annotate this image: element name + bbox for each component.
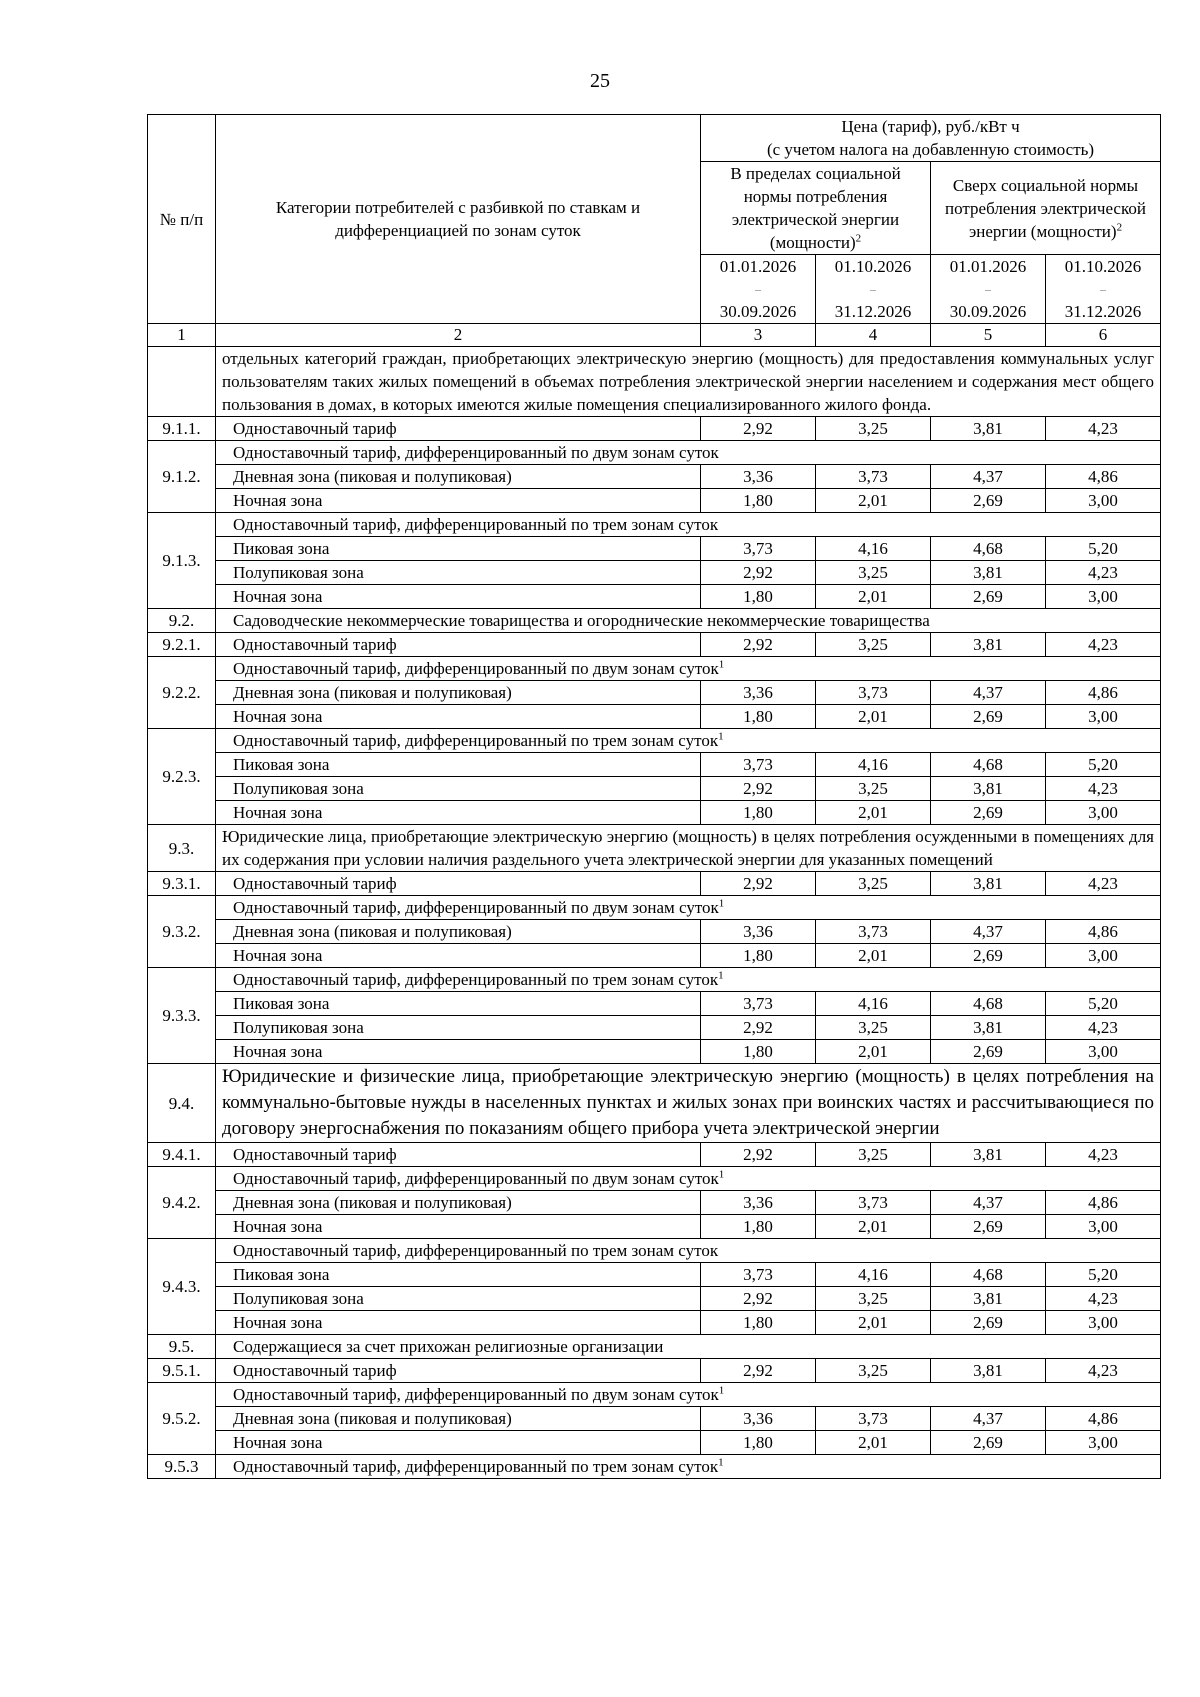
tariff-value: 3,00 [1046, 1215, 1161, 1239]
row-number: 9.2. [148, 609, 216, 633]
tariff-value: 4,37 [931, 465, 1046, 489]
tariff-value: 4,23 [1046, 561, 1161, 585]
row-number: 9.5.2. [148, 1383, 216, 1455]
tariff-value: 3,00 [1046, 705, 1161, 729]
tariff-group-title: Садоводческие некоммерческие товарищества и огороднические некоммерческие товарищества [216, 609, 1161, 633]
table-row [148, 561, 1161, 585]
tariff-label: Одноставочный тариф [216, 872, 701, 896]
zone-label: Полупиковая зона [216, 561, 701, 585]
tariff-value: 4,23 [1046, 633, 1161, 657]
tariff-value: 4,68 [931, 537, 1046, 561]
table-row [148, 1431, 1161, 1455]
tariff-value: 4,23 [1046, 1143, 1161, 1167]
tariff-value: 1,80 [701, 944, 816, 968]
category-description: Юридические лица, приобретающие электрическую энергию (мощность) в целях потребления осужденными в помещениях для их содержания при условии наличия раздельного учета электрической энергии для указанных помещений [216, 825, 1161, 872]
table-row [148, 1191, 1161, 1215]
tariff-value: 3,81 [931, 1287, 1046, 1311]
tariff-group-title: Одноставочный тариф, дифференцированный по трем зонам суток [216, 1239, 1161, 1263]
row-number: 9.4.2. [148, 1167, 216, 1239]
footnote-mark: 2 [1116, 220, 1123, 233]
tariff-group-title: Содержащиеся за счет прихожан религиозные организации [216, 1335, 1161, 1359]
table-row [148, 1311, 1161, 1335]
table-row [148, 1143, 1161, 1167]
row-number: 9.2.3. [148, 729, 216, 825]
zone-label: Ночная зона [216, 944, 701, 968]
zone-label: Ночная зона [216, 489, 701, 513]
table-row [148, 944, 1161, 968]
tariff-value: 3,25 [816, 777, 931, 801]
tariff-group-title: Одноставочный тариф, дифференцированный по двум зонам суток$^1$ [216, 657, 1161, 681]
table-row [148, 489, 1161, 513]
tariff-value: 3,00 [1046, 944, 1161, 968]
header-price-title [701, 115, 1161, 162]
footnote-mark: 1 [718, 969, 724, 982]
zone-label: Ночная зона [216, 1431, 701, 1455]
footnote-mark: 1 [718, 1384, 725, 1397]
zone-label: Полупиковая зона [216, 777, 701, 801]
price-title-line1: Цена (тариф), руб./кВт ч [841, 117, 1020, 136]
tariff-value: 4,23 [1046, 417, 1161, 441]
tariff-value: 3,73 [701, 537, 816, 561]
tariff-value: 3,36 [701, 1407, 816, 1431]
tariff-value: 4,37 [931, 1407, 1046, 1431]
zone-label: Дневная зона (пиковая и полупиковая) [216, 920, 701, 944]
tariff-value: 3,36 [701, 681, 816, 705]
row-number: 9.5. [148, 1335, 216, 1359]
table-row [148, 633, 1161, 657]
tariff-value: 4,23 [1046, 777, 1161, 801]
tariff-value: 4,68 [931, 1263, 1046, 1287]
row-number: 9.4.1. [148, 1143, 216, 1167]
page-number: 25 [590, 70, 610, 92]
table-row [148, 896, 1161, 920]
tariff-value: 3,25 [816, 1359, 931, 1383]
footnote-mark: 1 [718, 1168, 725, 1181]
tariff-value: 3,25 [816, 1143, 931, 1167]
zone-label: Дневная зона (пиковая и полупиковая) [216, 1191, 701, 1215]
column-number: 6 [1046, 324, 1161, 347]
table-row [148, 347, 1161, 417]
table-row [148, 1040, 1161, 1064]
category-description: отдельных категорий граждан, приобретающих электрическую энергию (мощность) для предоставления коммунальных услуг пользователям таких жилых помещений в объемах потребления электрической энергии населением и содержания мест общего пользования в домах, в которых имеются жилые помещения специализированного жилого фонда. [216, 347, 1161, 417]
zone-label: Пиковая зона [216, 1263, 701, 1287]
tariff-value: 2,92 [701, 1359, 816, 1383]
zone-label: Ночная зона [216, 585, 701, 609]
table-row [148, 1016, 1161, 1040]
tariff-value: 1,80 [701, 1431, 816, 1455]
tariff-value: 4,37 [931, 920, 1046, 944]
table-row [148, 1359, 1161, 1383]
tariff-value: 4,86 [1046, 1407, 1161, 1431]
period-1-within: 01.01.2026 – 30.09.2026 [701, 255, 816, 324]
tariff-value: 4,23 [1046, 872, 1161, 896]
column-number: 4 [816, 324, 931, 347]
table-row [148, 705, 1161, 729]
zone-label: Дневная зона (пиковая и полупиковая) [216, 1407, 701, 1431]
tariff-value: 3,73 [701, 753, 816, 777]
table-row [148, 753, 1161, 777]
tariff-value: 2,69 [931, 489, 1046, 513]
tariff-value: 2,69 [931, 801, 1046, 825]
period-2-above: 01.10.2026 – 31.12.2026 [1046, 255, 1161, 324]
tariff-value: 1,80 [701, 1040, 816, 1064]
column-number: 5 [931, 324, 1046, 347]
tariff-value: 2,92 [701, 872, 816, 896]
tariff-value: 3,25 [816, 561, 931, 585]
row-number: 9.5.1. [148, 1359, 216, 1383]
tariff-value: 3,81 [931, 633, 1046, 657]
row-number: 9.3.1. [148, 872, 216, 896]
tariff-value: 2,01 [816, 585, 931, 609]
tariff-value: 3,81 [931, 1143, 1046, 1167]
tariff-value: 1,80 [701, 1215, 816, 1239]
tariff-value: 5,20 [1046, 1263, 1161, 1287]
footnote-mark: 1 [718, 658, 725, 671]
tariff-group-title: Одноставочный тариф, дифференцированный по двум зонам суток$^1$ [216, 1383, 1161, 1407]
tariff-value: 2,01 [816, 1040, 931, 1064]
tariff-value: 2,01 [816, 705, 931, 729]
footnote-mark: 1 [718, 897, 725, 910]
tariff-value: 2,92 [701, 1287, 816, 1311]
tariff-value: 2,01 [816, 489, 931, 513]
tariff-value: 3,81 [931, 561, 1046, 585]
table-row [148, 537, 1161, 561]
tariff-value: 3,73 [816, 681, 931, 705]
table-row [148, 609, 1161, 633]
tariff-value: 4,86 [1046, 465, 1161, 489]
table-row [148, 657, 1161, 681]
table-row [148, 513, 1161, 537]
tariff-value: 1,80 [701, 801, 816, 825]
tariff-value: 4,37 [931, 681, 1046, 705]
tariff-value: 2,01 [816, 1311, 931, 1335]
tariff-value: 2,01 [816, 1215, 931, 1239]
tariff-value: 2,69 [931, 585, 1046, 609]
tariff-value: 3,25 [816, 1016, 931, 1040]
tariff-group-title: Одноставочный тариф, дифференцированный по трем зонам суток [216, 513, 1161, 537]
footnote-mark: 1 [718, 730, 724, 743]
row-number: 9.2.1. [148, 633, 216, 657]
zone-label: Ночная зона [216, 1040, 701, 1064]
table-row [148, 1064, 1161, 1143]
row-number: 9.1.1. [148, 417, 216, 441]
header-col-num: № п/п [148, 115, 216, 324]
tariff-value: 3,73 [816, 1407, 931, 1431]
table-row [148, 681, 1161, 705]
tariff-value: 2,01 [816, 944, 931, 968]
tariff-value: 4,23 [1046, 1359, 1161, 1383]
table-row [148, 417, 1161, 441]
tariff-group-title: Одноставочный тариф, дифференцированный по трем зонам суток$^1$ [216, 729, 1161, 753]
table-row [148, 992, 1161, 1016]
zone-label: Пиковая зона [216, 753, 701, 777]
tariff-value: 3,81 [931, 1359, 1046, 1383]
tariff-label: Одноставочный тариф [216, 633, 701, 657]
table-row [148, 1407, 1161, 1431]
tariff-value: 2,01 [816, 801, 931, 825]
tariff-value: 2,69 [931, 1311, 1046, 1335]
tariff-value: 3,00 [1046, 1040, 1161, 1064]
tariff-value: 3,00 [1046, 585, 1161, 609]
row-number: 9.5.3 [148, 1455, 216, 1479]
tariff-value: 4,23 [1046, 1016, 1161, 1040]
price-title-line2: (с учетом налога на добавленную стоимость) [766, 140, 1095, 159]
row-number: 9.2.2. [148, 657, 216, 729]
table-row [148, 465, 1161, 489]
tariff-value: 3,00 [1046, 1311, 1161, 1335]
tariff-value: 4,86 [1046, 681, 1161, 705]
tariff-value: 4,86 [1046, 1191, 1161, 1215]
row-number: 9.3. [148, 825, 216, 872]
zone-label: Дневная зона (пиковая и полупиковая) [216, 465, 701, 489]
tariff-value: 3,00 [1046, 1431, 1161, 1455]
tariff-value: 2,69 [931, 1215, 1046, 1239]
tariff-group-title: Одноставочный тариф, дифференцированный по двум зонам суток$^1$ [216, 896, 1161, 920]
header-within-norm: В пределах социальной нормы потребления электрической энергии (мощности)$^2$ [701, 162, 931, 255]
zone-label: Дневная зона (пиковая и полупиковая) [216, 681, 701, 705]
tariff-value: 3,81 [931, 777, 1046, 801]
tariff-value: 4,16 [816, 1263, 931, 1287]
tariff-label: Одноставочный тариф [216, 1359, 701, 1383]
tariff-group-title: Одноставочный тариф, дифференцированный по трем зонам суток$^1$ [216, 1455, 1161, 1479]
table-row [148, 1335, 1161, 1359]
tariff-value: 1,80 [701, 705, 816, 729]
table-row [148, 585, 1161, 609]
zone-label: Полупиковая зона [216, 1016, 701, 1040]
tariff-group-title: Одноставочный тариф, дифференцированный по двум зонам суток [216, 441, 1161, 465]
tariff-value: 3,73 [816, 920, 931, 944]
period-1-above: 01.01.2026 – 30.09.2026 [931, 255, 1046, 324]
tariff-value: 2,92 [701, 1143, 816, 1167]
tariff-group-title: Одноставочный тариф, дифференцированный по двум зонам суток$^1$ [216, 1167, 1161, 1191]
tariff-label: Одноставочный тариф [216, 1143, 701, 1167]
table-row [148, 920, 1161, 944]
row-number: 9.4. [148, 1064, 216, 1143]
column-number: 3 [701, 324, 816, 347]
table-row [148, 1287, 1161, 1311]
row-number: 9.1.2. [148, 441, 216, 513]
tariff-value: 1,80 [701, 1311, 816, 1335]
tariff-table [147, 114, 1161, 1479]
period-2-within: 01.10.2026 – 31.12.2026 [816, 255, 931, 324]
tariff-value: 3,36 [701, 465, 816, 489]
table-row [148, 872, 1161, 896]
table-row [148, 801, 1161, 825]
table-row [148, 968, 1161, 992]
tariff-value: 3,00 [1046, 801, 1161, 825]
tariff-label: Одноставочный тариф [216, 417, 701, 441]
tariff-value: 3,00 [1046, 489, 1161, 513]
tariff-value: 1,80 [701, 489, 816, 513]
table-row [148, 1383, 1161, 1407]
table-row [148, 729, 1161, 753]
row-number [148, 347, 216, 417]
column-number: 1 [148, 324, 216, 347]
tariff-value: 2,92 [701, 417, 816, 441]
table-row [148, 777, 1161, 801]
tariff-value: 4,68 [931, 753, 1046, 777]
category-description: Юридические и физические лица, приобретающие электрическую энергию (мощность) в целях потребления на коммунально-бытовые нужды в населенных пунктах и жилых зонах при воинских частях и рассчитывающиеся по договору энергоснабжения по показаниям общего прибора учета электрической энергии [216, 1064, 1161, 1143]
row-number: 9.3.2. [148, 896, 216, 968]
tariff-value: 3,36 [701, 1191, 816, 1215]
tariff-group-title: Одноставочный тариф, дифференцированный по трем зонам суток$^1$ [216, 968, 1161, 992]
tariff-value: 2,92 [701, 561, 816, 585]
table-row [148, 1263, 1161, 1287]
row-number: 9.1.3. [148, 513, 216, 609]
zone-label: Ночная зона [216, 1215, 701, 1239]
tariff-value: 3,73 [816, 465, 931, 489]
tariff-value: 4,37 [931, 1191, 1046, 1215]
table-row [148, 441, 1161, 465]
tariff-value: 4,86 [1046, 920, 1161, 944]
tariff-value: 2,92 [701, 1016, 816, 1040]
tariff-value: 5,20 [1046, 753, 1161, 777]
tariff-value: 1,80 [701, 585, 816, 609]
tariff-value: 4,16 [816, 992, 931, 1016]
tariff-value: 4,23 [1046, 1287, 1161, 1311]
tariff-value: 3,81 [931, 872, 1046, 896]
footnote-mark: 1 [718, 1456, 724, 1469]
table-row [148, 1455, 1161, 1479]
tariff-value: 2,92 [701, 633, 816, 657]
tariff-value: 3,25 [816, 872, 931, 896]
column-number: 2 [216, 324, 701, 347]
tariff-value: 3,25 [816, 417, 931, 441]
zone-label: Ночная зона [216, 705, 701, 729]
zone-label: Ночная зона [216, 801, 701, 825]
zone-label: Пиковая зона [216, 537, 701, 561]
tariff-value: 3,81 [931, 1016, 1046, 1040]
tariff-value: 2,01 [816, 1431, 931, 1455]
tariff-value: 2,69 [931, 944, 1046, 968]
zone-label: Пиковая зона [216, 992, 701, 1016]
zone-label: Полупиковая зона [216, 1287, 701, 1311]
tariff-value: 4,16 [816, 537, 931, 561]
table-row [148, 1167, 1161, 1191]
tariff-value: 4,16 [816, 753, 931, 777]
tariff-value: 5,20 [1046, 992, 1161, 1016]
tariff-value: 4,68 [931, 992, 1046, 1016]
footnote-mark: 2 [855, 232, 862, 245]
tariff-value: 2,69 [931, 1431, 1046, 1455]
tariff-value: 2,69 [931, 705, 1046, 729]
tariff-value: 3,25 [816, 1287, 931, 1311]
tariff-value: 3,81 [931, 417, 1046, 441]
column-numbers-row [148, 324, 1161, 347]
header-above-norm: Сверх социальной нормы потребления электрической энергии (мощности)$^2$ [931, 162, 1161, 255]
table-row [148, 825, 1161, 872]
tariff-value: 2,92 [701, 777, 816, 801]
tariff-value: 5,20 [1046, 537, 1161, 561]
zone-label: Ночная зона [216, 1311, 701, 1335]
row-number: 9.4.3. [148, 1239, 216, 1335]
header-col-category: Категории потребителей с разбивкой по ставкам и дифференциацией по зонам суток [216, 115, 701, 324]
tariff-value: 3,73 [816, 1191, 931, 1215]
tariff-value: 2,69 [931, 1040, 1046, 1064]
tariff-value: 3,73 [701, 992, 816, 1016]
table-row [148, 1239, 1161, 1263]
row-number: 9.3.3. [148, 968, 216, 1064]
tariff-value: 3,25 [816, 633, 931, 657]
tariff-value: 3,36 [701, 920, 816, 944]
tariff-value: 3,73 [701, 1263, 816, 1287]
table-row [148, 1215, 1161, 1239]
